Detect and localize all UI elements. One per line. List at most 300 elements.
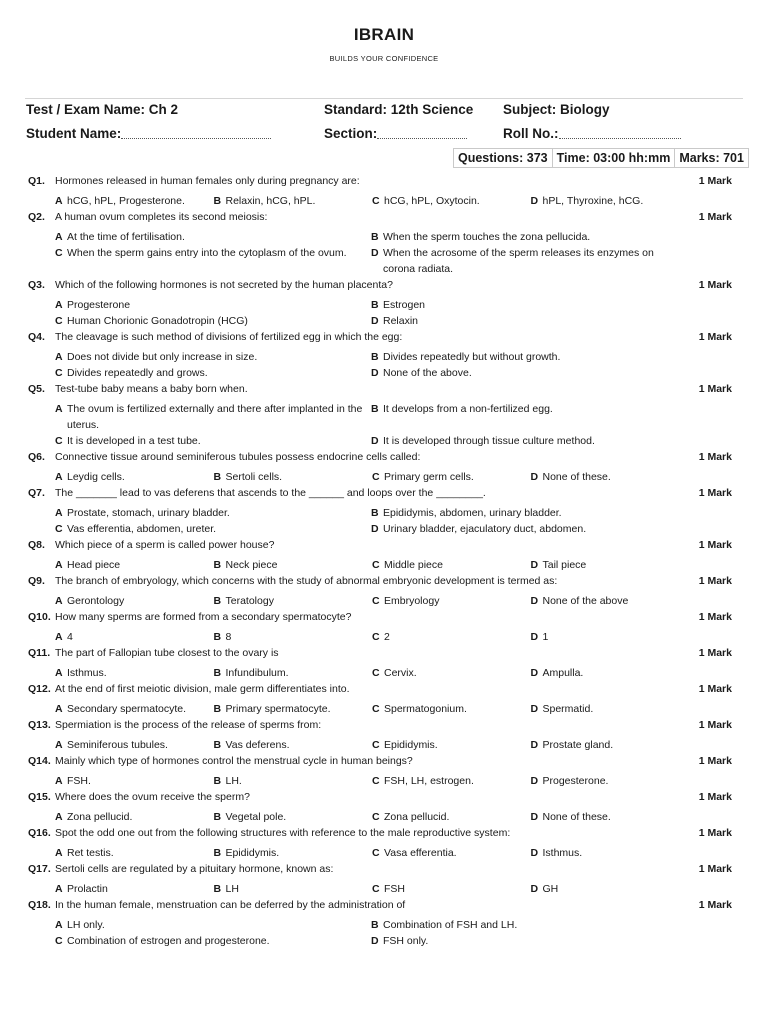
question-item [28,329,740,381]
options-group [28,701,740,717]
question-marks: 1 Mark [698,899,732,911]
option-a[interactable] [55,505,371,521]
option-letter: D [530,847,539,859]
option-letter: A [55,811,63,823]
option-a[interactable] [55,701,214,717]
student-name-blank [121,126,271,139]
option-text: Human Chorionic Gonadotropin (HCG) [67,315,248,327]
question-text: A human ovum completes its second meiosis: [55,211,268,223]
question-text: Test-tube baby means a baby born when. [55,383,248,395]
question-item [28,645,740,681]
option-letter: A [55,507,63,519]
option-text: Secondary spermatocyte. [67,703,187,715]
option-d[interactable] [531,629,690,645]
question-line [28,277,740,293]
question-text: Which piece of a sperm is called power house? [55,539,275,551]
question-line [28,381,740,397]
option-text: GH [542,883,559,895]
option-d[interactable] [531,593,690,609]
question-text: Connective tissue around seminiferous tubules possess endocrine cells called: [55,451,421,463]
option-text: Epididymis. [225,847,280,859]
option-d[interactable] [371,245,687,277]
option-d[interactable] [531,665,690,681]
question-text: Hormones released in human females only during pregnancy are: [55,175,360,187]
options-group [28,737,740,753]
option-text: None of the above [542,595,629,607]
option-a[interactable] [55,401,371,433]
option-letter: C [55,315,63,327]
option-c[interactable] [372,665,531,681]
option-text: 4 [67,631,73,643]
section-field[interactable] [324,126,377,141]
question-number: Q18. [28,899,51,911]
question-marks: 1 Mark [698,863,732,875]
question-text: The branch of embryology, which concerns with the study of abnormal embryonic development is termed as: [55,575,558,587]
question-number: Q6. [28,451,45,463]
option-text: Leydig cells. [67,471,125,483]
question-line [28,173,740,189]
options-group [28,593,740,609]
option-d[interactable] [531,845,690,861]
option-c[interactable] [372,193,531,209]
option-letter: D [530,595,539,607]
option-text: FSH, LH, estrogen. [384,775,474,787]
option-text: Divides repeatedly but without growth. [383,351,561,363]
option-text: Prostate, stomach, urinary bladder. [67,507,230,519]
option-text: Neck piece [225,559,278,571]
option-text: Middle piece [384,559,443,571]
option-b[interactable] [371,401,687,433]
option-b[interactable] [371,297,687,313]
question-number: Q9. [28,575,45,587]
option-letter: C [55,523,63,535]
question-item [28,861,740,897]
option-text: Progesterone [67,299,131,311]
option-letter: A [55,351,63,363]
option-c[interactable] [372,469,531,485]
option-d[interactable] [371,433,687,449]
roll-no-field[interactable] [503,126,559,141]
option-letter: D [530,631,539,643]
question-text: In the human female, menstruation can be deferred by the administration of [55,899,406,911]
option-a[interactable] [55,737,214,753]
question-number: Q7. [28,487,45,499]
question-marks: 1 Mark [698,575,732,587]
option-letter: A [55,667,63,679]
option-text: Combination of estrogen and progesterone. [67,935,270,947]
option-b[interactable] [214,773,373,789]
option-a[interactable] [55,193,214,209]
option-text: FSH [384,883,405,895]
option-text: LH only. [67,919,105,931]
roll-no-label: Roll No.: [503,126,559,141]
option-b[interactable] [371,229,687,245]
question-text: How many sperms are formed from a secondary spermatocyte? [55,611,352,623]
option-letter: B [213,775,222,787]
question-marks: 1 Mark [698,719,732,731]
question-marks: 1 Mark [698,451,732,463]
option-b[interactable] [214,809,373,825]
option-letter: B [371,507,379,519]
options-group [28,881,740,897]
option-b[interactable] [214,557,373,573]
option-letter: C [55,935,63,947]
option-a[interactable] [55,557,214,573]
question-item [28,681,740,717]
option-text: Divides repeatedly and grows. [67,367,208,379]
option-d[interactable] [531,557,690,573]
question-item [28,449,740,485]
option-text: Sertoli cells. [225,471,283,483]
option-c[interactable] [372,557,531,573]
header [0,0,768,63]
option-c[interactable] [55,521,371,537]
question-line [28,753,740,769]
option-letter: A [55,231,63,243]
question-number: Q10. [28,611,51,623]
option-a[interactable] [55,809,214,825]
section-label: Section: [324,126,378,141]
option-text: Zona pellucid. [67,811,133,823]
question-item [28,897,740,949]
question-line [28,209,740,225]
options-group [28,349,740,381]
option-d[interactable] [371,313,687,329]
option-c[interactable] [372,629,531,645]
question-marks: 1 Mark [698,647,732,659]
option-d[interactable] [531,773,690,789]
option-letter: C [55,367,63,379]
option-text: Epididymis. [384,739,438,751]
options-group [28,809,740,825]
total-marks: Marks: 701 [674,148,749,168]
option-text: Seminiferous tubules. [67,739,168,751]
option-letter: A [55,703,63,715]
option-a[interactable] [55,469,214,485]
option-c[interactable] [372,737,531,753]
option-text: Cervix. [384,667,417,679]
option-c[interactable] [372,845,531,861]
option-text: Gerontology [67,595,125,607]
option-text: Prostate gland. [542,739,614,751]
question-item [28,825,740,861]
question-item [28,209,740,277]
option-text: hPL, Thyroxine, hCG. [542,195,644,207]
option-letter: A [55,559,63,571]
option-b[interactable] [214,845,373,861]
option-letter: D [530,775,539,787]
option-letter: C [372,739,380,751]
option-text: 1 [542,631,549,643]
question-item [28,573,740,609]
option-b[interactable] [371,917,687,933]
option-a[interactable] [55,593,214,609]
option-a[interactable] [55,349,371,365]
question-item [28,173,740,209]
question-line [28,573,740,589]
option-d[interactable] [531,701,690,717]
option-c[interactable] [372,593,531,609]
option-d[interactable] [531,881,690,897]
option-letter: D [371,435,379,447]
option-c[interactable] [55,933,371,949]
option-letter: B [213,595,222,607]
option-c[interactable] [372,809,531,825]
option-c[interactable] [55,245,371,277]
option-letter: C [372,471,380,483]
question-marks: 1 Mark [698,211,732,223]
option-b[interactable] [214,881,373,897]
question-text: Sertoli cells are regulated by a pituitary hormone, known as: [55,863,334,875]
question-line [28,897,740,913]
question-marks: 1 Mark [698,611,732,623]
option-d[interactable] [371,933,687,949]
option-letter: C [372,847,380,859]
option-letter: A [55,471,63,483]
question-number: Q1. [28,175,45,187]
option-c[interactable] [372,773,531,789]
option-text: Relaxin, hCG, hPL. [225,195,316,207]
option-letter: C [372,775,380,787]
options-group [28,917,740,949]
option-d[interactable] [531,809,690,825]
option-text: None of these. [542,471,611,483]
option-c[interactable] [372,701,531,717]
option-b[interactable] [214,737,373,753]
option-letter: C [372,559,380,571]
option-text: 8 [225,631,232,643]
question-marks: 1 Mark [698,383,732,395]
option-text: hCG, hPL, Oxytocin. [384,195,480,207]
option-b[interactable] [214,593,373,609]
question-number: Q3. [28,279,45,291]
question-item [28,753,740,789]
option-letter: B [213,811,222,823]
option-letter: A [55,631,63,643]
option-letter: D [530,811,539,823]
option-letter: B [371,919,379,931]
question-number: Q12. [28,683,51,695]
question-item [28,485,740,537]
question-number: Q15. [28,791,51,803]
option-letter: A [55,739,63,751]
question-line [28,861,740,877]
option-text: Vas deferens. [225,739,290,751]
question-text: The cleavage is such method of divisions of fertilized egg in which the egg: [55,331,403,343]
section-blank [377,126,467,139]
question-line [28,717,740,733]
option-letter: D [530,559,539,571]
exam-stats [453,148,749,168]
option-text: Does not divide but only increase in size. [67,351,258,363]
question-marks: 1 Mark [698,175,732,187]
question-number: Q5. [28,383,45,395]
question-item [28,789,740,825]
option-b[interactable] [371,505,687,521]
option-letter: B [213,883,222,895]
question-line [28,449,740,465]
question-number: Q8. [28,539,45,551]
option-a[interactable] [55,917,371,933]
option-b[interactable] [214,665,373,681]
option-text: Tail piece [542,559,587,571]
question-line [28,645,740,661]
option-letter: A [55,403,63,415]
options-group [28,557,740,573]
option-text: FSH only. [383,935,429,947]
option-c[interactable] [55,433,371,449]
option-letter: B [371,299,379,311]
option-text: LH. [225,775,242,787]
option-letter: B [213,195,222,207]
option-text: Combination of FSH and LH. [383,919,518,931]
option-letter: A [55,299,63,311]
question-marks: 1 Mark [698,539,732,551]
option-text: Spermatid. [542,703,594,715]
option-letter: C [372,667,380,679]
question-text: Spot the odd one out from the following structures with reference to the male reproductive system: [55,827,511,839]
option-a[interactable] [55,881,214,897]
question-line [28,329,740,345]
option-text: Isthmus. [542,847,583,859]
question-line [28,609,740,625]
option-letter: D [371,315,379,327]
options-group [28,505,740,537]
option-a[interactable] [55,297,371,313]
student-name-field[interactable] [26,126,121,141]
option-a[interactable] [55,229,371,245]
option-letter: D [371,247,379,259]
exam-name: Test / Exam Name: Ch 2 [26,102,179,117]
options-group [28,401,740,449]
option-text: Urinary bladder, ejaculatory duct, abdomen. [383,523,587,535]
question-line [28,485,740,501]
option-b[interactable] [214,701,373,717]
option-letter: D [530,883,539,895]
question-number: Q11. [28,647,51,659]
option-b[interactable] [371,349,687,365]
option-letter: B [213,631,222,643]
option-letter: C [372,595,380,607]
option-text: Ampulla. [542,667,584,679]
question-line [28,825,740,841]
option-a[interactable] [55,665,214,681]
question-text: Spermiation is the process of the release of sperms from: [55,719,322,731]
options-group [28,297,740,329]
question-item [28,717,740,753]
option-letter: A [55,847,63,859]
option-text: Vasa efferentia. [384,847,457,859]
option-letter: C [372,195,380,207]
option-letter: C [372,811,380,823]
option-text: Ret testis. [67,847,114,859]
question-text: The part of Fallopian tube closest to the ovary is [55,647,279,659]
header-divider [25,98,743,99]
option-c[interactable] [55,313,371,329]
option-letter: D [371,367,379,379]
question-item [28,537,740,573]
question-text: The _______ lead to vas deferens that ascends to the ______ and loops over the ________. [55,487,486,499]
option-letter: A [55,595,63,607]
option-letter: D [530,667,539,679]
option-letter: B [213,703,222,715]
option-text: Infundibulum. [225,667,289,679]
option-letter: B [213,559,222,571]
option-d[interactable] [531,193,690,209]
roll-no-blank [559,126,681,139]
options-group [28,845,740,861]
option-d[interactable] [531,469,690,485]
option-text: 2 [384,631,390,643]
option-letter: C [372,703,380,715]
option-letter: B [371,351,379,363]
option-text: Isthmus. [67,667,107,679]
option-letter: B [213,667,222,679]
question-marks: 1 Mark [698,755,732,767]
option-letter: D [530,471,539,483]
option-b[interactable] [214,193,373,209]
option-text: LH [225,883,239,895]
question-number: Q2. [28,211,45,223]
option-a[interactable] [55,845,214,861]
option-letter: A [55,775,63,787]
option-text: FSH. [67,775,91,787]
question-marks: 1 Mark [698,487,732,499]
question-marks: 1 Mark [698,279,732,291]
option-letter: D [371,523,379,535]
time-limit: Time: 03:00 hh:mm [552,148,675,168]
option-text: Vegetal pole. [225,811,287,823]
option-letter: B [371,403,379,415]
options-group [28,773,740,789]
option-text: Primary germ cells. [384,471,474,483]
option-c[interactable] [372,881,531,897]
option-letter: C [372,883,380,895]
brand-title: IBRAIN [353,25,415,44]
option-d[interactable] [371,521,687,537]
option-a[interactable] [55,773,214,789]
question-number: Q13. [28,719,51,731]
option-d[interactable] [531,737,690,753]
question-item [28,609,740,645]
question-marks: 1 Mark [698,827,732,839]
option-letter: D [530,195,539,207]
option-text: The ovum is fertilized externally and there after implanted in the uterus. [67,403,363,431]
student-name-label: Student Name: [26,126,122,141]
option-text: Relaxin [383,315,419,327]
option-c[interactable] [55,365,371,381]
option-text: When the sperm gains entry into the cytoplasm of the ovum. [67,247,347,259]
option-b[interactable] [214,629,373,645]
question-line [28,681,740,697]
option-text: Primary spermatocyte. [225,703,331,715]
option-text: None of the above. [383,367,472,379]
option-a[interactable] [55,629,214,645]
option-b[interactable] [214,469,373,485]
option-letter: D [371,935,379,947]
questions-count: Questions: 373 [453,148,552,168]
option-d[interactable] [371,365,687,381]
options-group [28,665,740,681]
option-letter: A [55,919,63,931]
option-letter: B [213,847,222,859]
question-number: Q4. [28,331,45,343]
question-marks: 1 Mark [698,683,732,695]
option-letter: C [55,247,63,259]
question-marks: 1 Mark [698,331,732,343]
option-text: Prolactin [67,883,108,895]
question-number: Q14. [28,755,51,767]
